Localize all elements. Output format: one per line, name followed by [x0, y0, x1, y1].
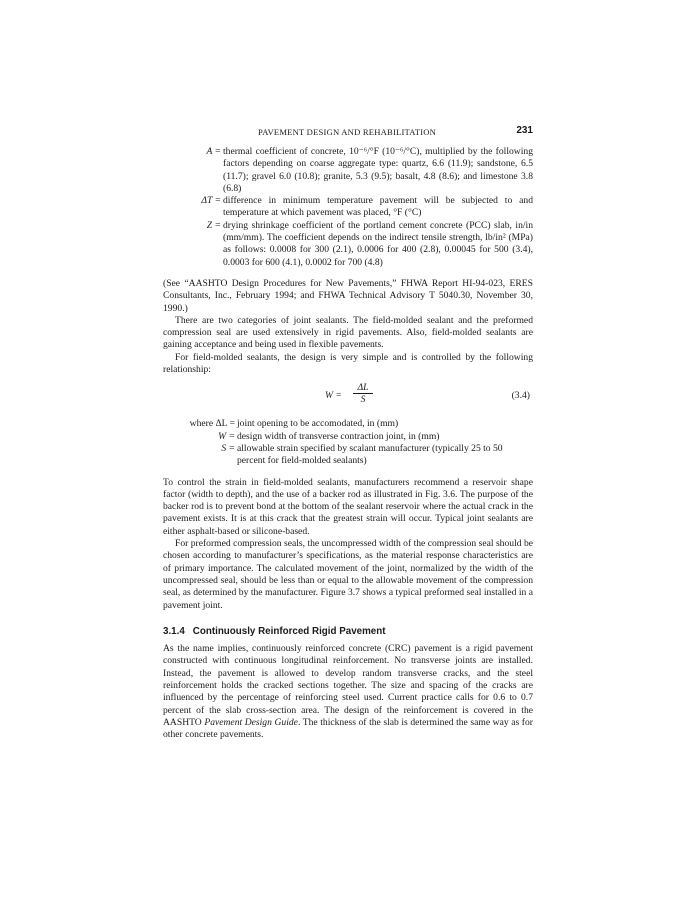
equation-denominator: S — [360, 394, 366, 406]
crc-guide-title: Pavement Design Guide — [204, 716, 298, 728]
equation-lhs: W = — [325, 390, 342, 402]
where-term: S = — [221, 442, 235, 454]
equation-fraction — [353, 382, 373, 406]
equation-numerator: ΔL — [353, 382, 373, 394]
where-list — [163, 418, 533, 467]
page-header — [163, 126, 533, 140]
crc-paragraph — [163, 643, 533, 741]
equation-label: (3.4) — [511, 390, 530, 402]
variable-definitions — [163, 146, 533, 269]
definition-a — [163, 146, 533, 195]
where-text: joint opening to be accomodated, in (mm) — [237, 418, 399, 430]
where-text: design width of transverse contraction joint, in (mm) — [237, 430, 440, 442]
crc-text-b: . The thickness of the slab is determined the same way as for other concrete pavements. — [163, 716, 533, 741]
definition-term: ΔT = — [201, 195, 221, 207]
definition-delta-t — [163, 195, 533, 220]
where-item — [163, 431, 533, 443]
definition-term: A = — [206, 146, 221, 157]
section-title: Continuously Reinforced Rigid Pavement — [192, 625, 386, 637]
crc-text-a: As the name implies, continuously reinforced concrete (CRC) pavement is a rigid pavement constructed with continuous longitudinal reinforcement. No transverse joints are installed. Instead, the pavement is allowed to develop random transverse cracks, and the steel reinforcement holds the cracked sections together. The size and spacing of the cracks are influenced by the percentage of reinforcing steel used. Current practice calls for 0.6 to 0.7 percent of the slab cross-section area. The design of the reinforcement is covered in the AASHTO — [163, 643, 533, 728]
definition-text: drying shrinkage coefficient of the portland cement concrete (PCC) slab, in/in (mm/mm). The coefficient depends on the indirect tensile strength, lb/in² (MPa) as follows: 0.0008 for 300 (2.1), 0.0006 for 400 (2.8), 0.00045 for 500 (3.4), 0.0003 for 600 (4.1), 0.0002 for 700 (4.8) — [223, 219, 533, 268]
definition-text: thermal coefficient of concrete, 10⁻⁶/°F (10⁻⁶/°C), multiplied by the following factors depending on coarse aggregate type: quartz, 6.6 (11.9); sandstone, 6.5 (11.7); gravel 6.0 (10.8); granite, 5.3 (9.5); basalt, 4.8 (8.6); and limestone 3.8 (6.8) — [223, 146, 533, 194]
page-number: 231 — [516, 125, 533, 136]
field-molded-paragraph: For field-molded sealants, the design is very simple and is controlled by the following relationship: — [163, 351, 533, 376]
citation-paragraph: (See “AASHTO Design Procedures for New Pavements,” FHWA Report HI-94-023, ERES Consultants, Inc., February 1994; and FHWA Technical Advisory T 5040.30, November 30, 1990.) — [163, 277, 533, 314]
where-item — [163, 418, 533, 430]
section-heading — [163, 626, 533, 638]
definition-z — [163, 220, 533, 269]
definition-text: difference in minimum temperature pavement will be subjected to and temperature at which pavement was placed, °F (°C) — [223, 195, 533, 219]
definition-term: Z = — [206, 219, 221, 231]
where-term: W = — [218, 430, 235, 442]
where-term: where ΔL = — [189, 418, 235, 430]
where-text: allowable strain specified by scalant manufacturer (typically 25 to 50 percent for field-molded sealants) — [237, 442, 503, 467]
where-item — [163, 443, 533, 468]
joint-sealant-paragraph: There are two categories of joint sealants. The field-molded sealant and the preformed compression seal are used extensively in rigid pavements. Also, field-molded sealants are gaining acceptance and being used in flexible pavements. — [163, 314, 533, 351]
strain-control-paragraph: To control the strain in field-molded sealants, manufacturers recommend a reservoir shape factor (width to depth), and the use of a backer rod as illustrated in Fig. 3.6. The purpose of the backer rod is to prevent bond at the bottom of the sealant reservoir where the actual crack in the pavement exists. It is at this crack that the greatest strain will occur. Typical joint sealants are either asphalt-based or silicone-based. — [163, 476, 533, 537]
preformed-seal-paragraph: For preformed compression seals, the uncompressed width of the compression seal should be chosen according to manufacturer’s specifications, as the material response characteristics are of primary importance. The calculated movement of the joint, normalized by the width of the uncompressed seal, should be less than or equal to the allowable movement of the compression seal, as determined by the manufacturer. Figure 3.7 shows a typical preformed seal installed in a pavement joint. — [163, 538, 533, 611]
section-number: 3.1.4 — [163, 625, 185, 637]
equation-3-4 — [163, 381, 533, 413]
document-page — [163, 126, 533, 741]
running-title: PAVEMENT DESIGN AND REHABILITATION — [258, 127, 437, 137]
